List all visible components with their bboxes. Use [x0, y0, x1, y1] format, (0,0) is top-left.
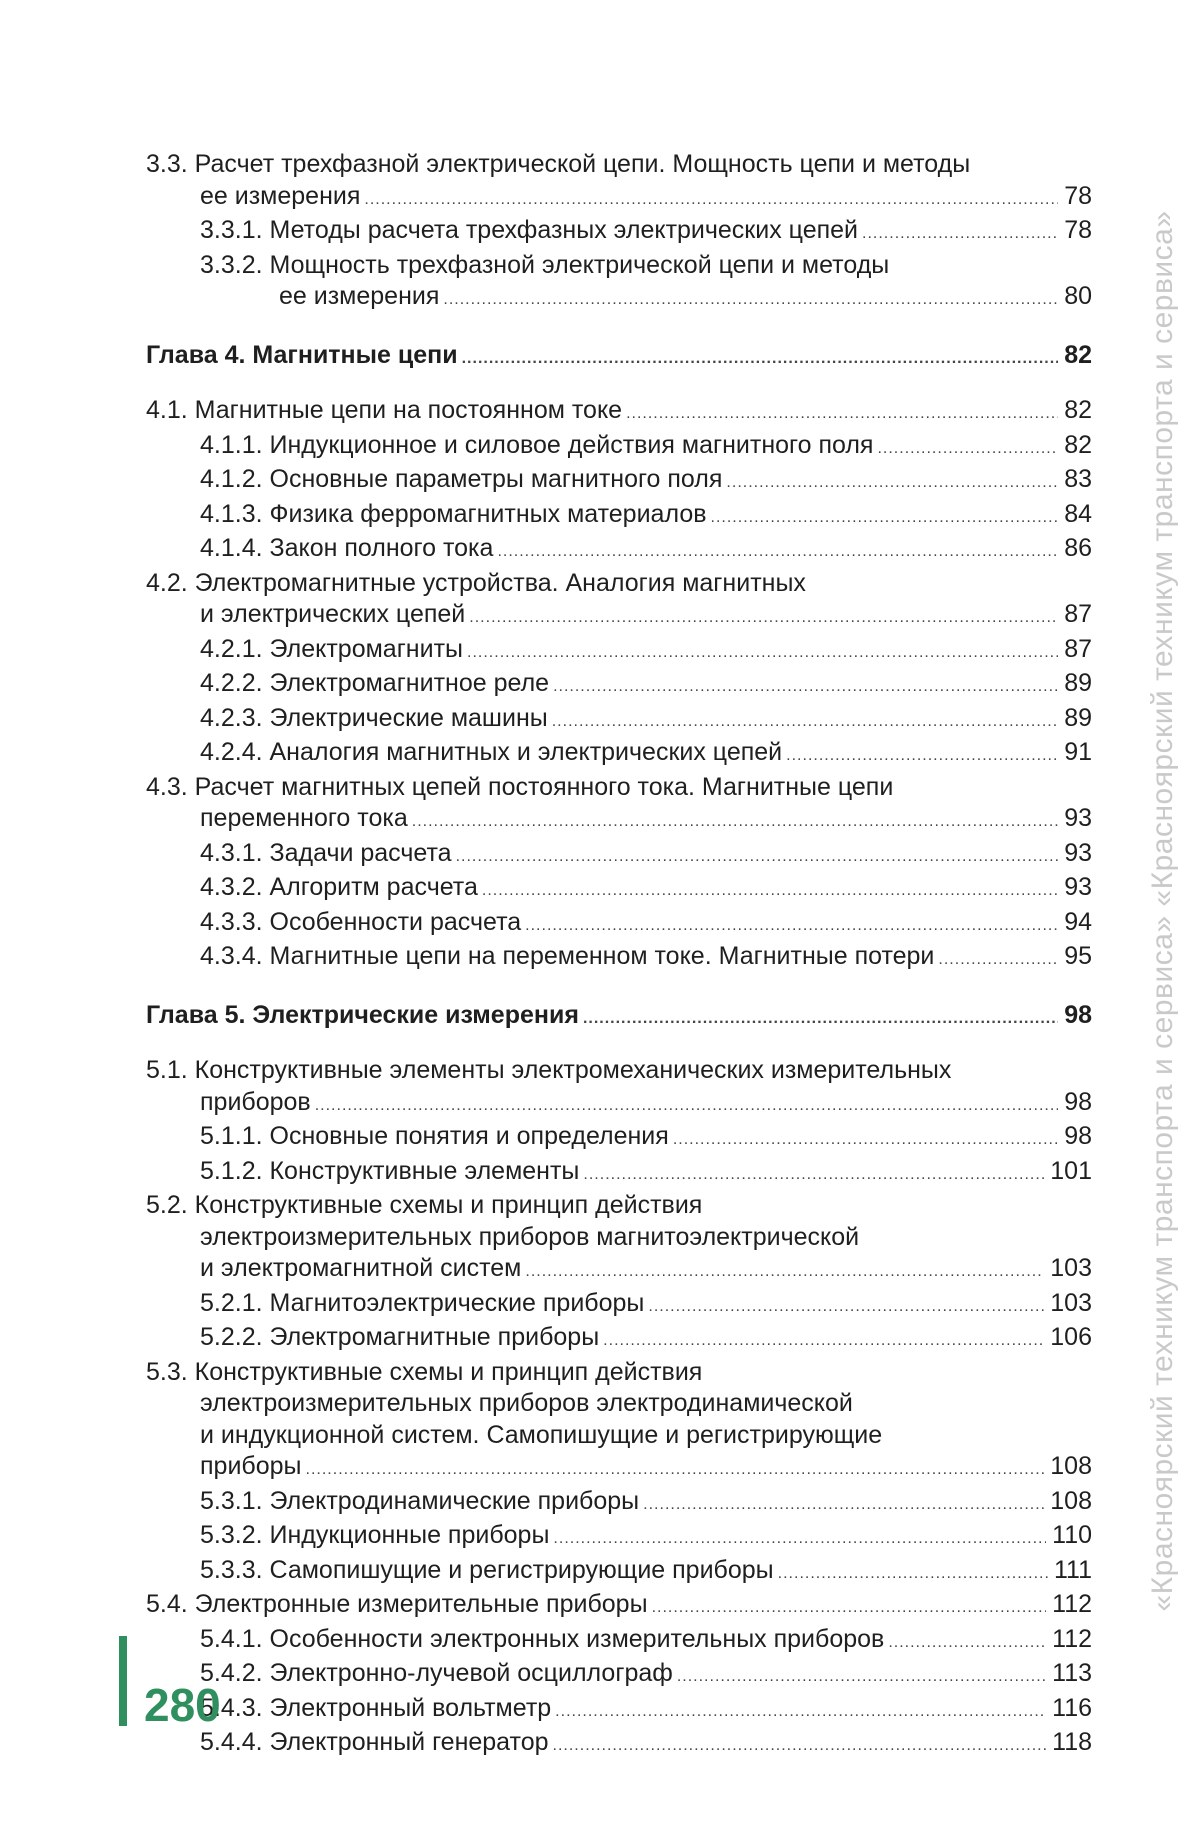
- toc-entry: [146, 1658, 1092, 1693]
- toc-entry-title: 4.1.1. Индукционное и силовое действия магнитного поля: [200, 430, 874, 459]
- dot-leader: [525, 1256, 1044, 1288]
- dot-leader: [315, 1090, 1058, 1122]
- toc-entry-title: 4.2.3. Электрические машины: [200, 703, 548, 732]
- dot-leader: [364, 184, 1058, 216]
- toc-entry: [146, 215, 1092, 250]
- toc-entry-title: 5.1. Конструктивные элементы электромеханических измерительных: [146, 1056, 952, 1084]
- toc-entry: [146, 1253, 1092, 1288]
- toc-entry: [146, 772, 1092, 804]
- dot-leader: [652, 1592, 1047, 1624]
- toc-entry: [146, 1156, 1092, 1191]
- toc-entry-title: электроизмерительных приборов электродинамической: [200, 1389, 853, 1417]
- toc-entry-title: и индукционной систем. Самопишущие и регистрирующие: [200, 1420, 883, 1449]
- dot-leader: [412, 806, 1058, 838]
- dot-leader: [456, 841, 1059, 873]
- toc-entry-title: 4.1.3. Физика ферромагнитных материалов: [200, 499, 707, 528]
- dot-leader: [603, 1325, 1044, 1357]
- toc-entry-page: 101: [1050, 1156, 1092, 1185]
- toc-entry-page: 108: [1050, 1486, 1092, 1515]
- toc-entry: [146, 838, 1092, 873]
- dot-leader: [643, 1489, 1044, 1521]
- dot-leader: [525, 910, 1058, 942]
- dot-leader: [648, 1291, 1044, 1323]
- toc-entry: [146, 1190, 1092, 1222]
- toc-entry: [146, 1693, 1092, 1728]
- dot-leader: [555, 1696, 1046, 1728]
- toc-entry-title: Глава 4. Магнитные цепи: [146, 340, 458, 369]
- toc-entry: [146, 533, 1092, 568]
- toc-entry: [146, 499, 1092, 534]
- toc-entry-page: 98: [1064, 1122, 1092, 1150]
- toc-entry: [146, 430, 1092, 465]
- toc-entry: [146, 1589, 1092, 1624]
- toc-entry-page: 113: [1052, 1659, 1092, 1687]
- toc-entry: [146, 941, 1092, 976]
- toc-entry-title: 4.2.1. Электромагниты: [200, 634, 464, 663]
- toc-entry: [146, 1388, 1092, 1420]
- toc-entry-title: 3.3.1. Методы расчета трехфазных электрических цепей: [200, 216, 859, 244]
- toc-entry: [146, 568, 1092, 600]
- toc-entry-title: 3.3.2. Мощность трехфазной электрической цепи и методы: [200, 250, 890, 279]
- toc-entry-title: переменного тока: [200, 804, 408, 832]
- toc-entry-page: 108: [1050, 1452, 1092, 1480]
- toc-entry-page: 83: [1064, 465, 1092, 493]
- toc-entry-title: 5.4.1. Особенности электронных измерительных приборов: [200, 1624, 885, 1653]
- page-number: 280: [144, 1679, 221, 1731]
- toc-entry: [146, 395, 1092, 430]
- toc-entry-title: 5.4. Электронные измерительные приборы: [146, 1590, 648, 1618]
- dot-leader: [553, 671, 1058, 703]
- toc-entry-page: 82: [1064, 340, 1092, 369]
- toc-entry-page: 82: [1064, 396, 1092, 424]
- toc-chapter-heading: [146, 1000, 1092, 1035]
- toc-entry-page: 84: [1064, 499, 1092, 528]
- toc-entry-title: 4.1.2. Основные параметры магнитного поля: [200, 465, 723, 493]
- dot-leader: [553, 1730, 1047, 1762]
- toc-entry: [146, 703, 1092, 738]
- toc-entry: [146, 1520, 1092, 1555]
- toc-entry-page: 110: [1052, 1521, 1092, 1549]
- dot-leader: [786, 740, 1058, 772]
- toc-entry-page: 93: [1064, 838, 1092, 867]
- toc-entry-title: 4.1.4. Закон полного тока: [200, 534, 494, 562]
- toc-entry: [146, 1055, 1092, 1087]
- dot-leader: [778, 1558, 1048, 1590]
- toc-entry-page: 87: [1064, 634, 1092, 663]
- toc-entry-title: и электрических цепей: [200, 600, 466, 628]
- toc-entry-title: 5.3. Конструктивные схемы и принцип действия: [146, 1357, 703, 1386]
- toc-entry-page: 112: [1052, 1590, 1092, 1618]
- toc-entry-page: 93: [1064, 804, 1092, 832]
- dot-leader: [553, 1523, 1046, 1555]
- toc-entry-page: 103: [1050, 1254, 1092, 1282]
- page-number-bar: [119, 1636, 127, 1726]
- toc-entry-page: 112: [1052, 1624, 1092, 1653]
- toc-entry-page: 78: [1064, 216, 1092, 244]
- toc-entry-page: 95: [1064, 942, 1092, 970]
- toc-entry-title: 4.3.2. Алгоритм расчета: [200, 873, 478, 901]
- toc-entry: [146, 1288, 1092, 1323]
- toc-entry: [146, 1727, 1092, 1762]
- toc-entry-page: 103: [1050, 1288, 1092, 1317]
- toc-entry-title: электроизмерительных приборов магнитоэлектрической: [200, 1222, 860, 1251]
- dot-leader: [673, 1124, 1058, 1156]
- toc-entry-title: Глава 5. Электрические измерения: [146, 1000, 579, 1029]
- toc-entry: [146, 1121, 1092, 1156]
- toc-entry-title: 4.2.2. Электромагнитное реле: [200, 669, 550, 697]
- toc-entry-title: 4.3.1. Задачи расчета: [200, 838, 452, 867]
- dot-leader: [443, 284, 1058, 316]
- toc-entry-page: 80: [1064, 282, 1092, 310]
- toc-entry-page: 93: [1064, 873, 1092, 901]
- toc-entry: [146, 149, 1092, 181]
- toc-entry-title: 5.4.3. Электронный вольтметр: [200, 1693, 552, 1722]
- toc-entry-title: 4.3. Расчет магнитных цепей постоянного тока. Магнитные цепи: [146, 772, 894, 801]
- toc-entry-title: приборов: [200, 1087, 311, 1116]
- toc-entry: [146, 1451, 1092, 1486]
- toc-entry-page: 82: [1064, 430, 1092, 459]
- toc-chapter-heading: [146, 340, 1092, 375]
- toc-entry-page: 98: [1064, 1087, 1092, 1116]
- toc-entry-title: 5.1.2. Конструктивные элементы: [200, 1156, 580, 1185]
- toc-entry: [146, 1322, 1092, 1357]
- dot-leader: [467, 637, 1058, 669]
- toc-entry-page: 106: [1050, 1323, 1092, 1351]
- toc-entry: [146, 1222, 1092, 1254]
- toc-entry-page: 98: [1064, 1000, 1092, 1029]
- toc-entry-title: 5.2.2. Электромагнитные приборы: [200, 1323, 600, 1351]
- toc-entry-title: приборы: [200, 1452, 302, 1480]
- toc-entry-title: 5.3.3. Самопишущие и регистрирующие приборы: [200, 1555, 774, 1584]
- toc-entry: [146, 872, 1092, 907]
- table-of-contents: [146, 149, 1092, 1762]
- dot-leader: [626, 398, 1058, 430]
- toc-entry: [146, 1486, 1092, 1521]
- dot-leader: [677, 1661, 1046, 1693]
- toc-entry: [146, 803, 1092, 838]
- toc-entry: [146, 1420, 1092, 1452]
- toc-entry-page: 94: [1064, 907, 1092, 936]
- toc-entry: [146, 1087, 1092, 1122]
- toc-entry-title: 5.4.4. Электронный генератор: [200, 1728, 549, 1756]
- toc-entry: [146, 1624, 1092, 1659]
- toc-entry-title: 3.3. Расчет трехфазной электрической цепи. Мощность цепи и методы: [146, 150, 971, 178]
- dot-leader: [552, 706, 1058, 738]
- toc-entry-page: 78: [1064, 181, 1092, 210]
- toc-entry-title: ее измерения: [200, 181, 361, 210]
- toc-entry-title: 5.3.1. Электродинамические приборы: [200, 1486, 640, 1515]
- dot-leader: [862, 218, 1058, 250]
- toc-entry-page: 87: [1064, 600, 1092, 628]
- toc-entry: [146, 599, 1092, 634]
- dot-leader: [583, 1159, 1044, 1191]
- side-watermark-text: «Красноярский техникум транспорта и сервиса» «Красноярский техникум транспорта и сервиса»: [1146, 210, 1179, 1612]
- toc-entry-title: 4.2.4. Аналогия магнитных и электрических цепей: [200, 738, 783, 766]
- toc-entry-title: 4.2. Электромагнитные устройства. Аналогия магнитных: [146, 568, 806, 597]
- toc-entry-page: 86: [1064, 534, 1092, 562]
- dot-leader: [726, 467, 1058, 499]
- toc-entry: [146, 668, 1092, 703]
- dot-leader: [306, 1454, 1045, 1486]
- toc-entry-title: 5.1.1. Основные понятия и определения: [200, 1122, 669, 1150]
- dot-leader: [469, 602, 1058, 634]
- dot-leader: [583, 1003, 1058, 1035]
- toc-entry: [146, 1555, 1092, 1590]
- dot-leader: [482, 875, 1058, 907]
- toc-entry-title: 5.2. Конструктивные схемы и принцип действия: [146, 1191, 703, 1219]
- dot-leader: [711, 502, 1059, 534]
- toc-entry-title: 5.3.2. Индукционные приборы: [200, 1521, 550, 1549]
- toc-entry-title: 4.1. Магнитные цепи на постоянном токе: [146, 396, 623, 424]
- dot-leader: [877, 433, 1058, 465]
- dot-leader: [888, 1627, 1046, 1659]
- toc-entry-title: 4.3.3. Особенности расчета: [200, 907, 522, 936]
- toc-entry-page: 91: [1064, 738, 1092, 766]
- toc-entry: [146, 634, 1092, 669]
- toc-entry: [146, 464, 1092, 499]
- toc-entry: [146, 1357, 1092, 1389]
- toc-entry: [146, 907, 1092, 942]
- toc-entry-page: 89: [1064, 703, 1092, 732]
- toc-entry-title: ее измерения: [279, 282, 440, 310]
- toc-entry-title: 4.3.4. Магнитные цепи на переменном токе. Магнитные потери: [200, 942, 935, 970]
- toc-entry-page: 118: [1052, 1728, 1092, 1756]
- dot-leader: [462, 343, 1059, 375]
- toc-entry-title: 5.2.1. Магнитоэлектрические приборы: [200, 1288, 645, 1317]
- dot-leader: [938, 944, 1058, 976]
- toc-entry-page: 116: [1052, 1693, 1092, 1722]
- toc-entry: [146, 181, 1092, 216]
- toc-entry: [146, 250, 1092, 282]
- toc-entry-title: и электромагнитной систем: [200, 1254, 522, 1282]
- toc-entry-page: 89: [1064, 669, 1092, 697]
- toc-entry: [146, 737, 1092, 772]
- toc-entry-title: 5.4.2. Электронно-лучевой осциллограф: [200, 1659, 673, 1687]
- toc-entry-page: 111: [1053, 1555, 1092, 1584]
- dot-leader: [497, 536, 1058, 568]
- toc-entry: [146, 281, 1092, 316]
